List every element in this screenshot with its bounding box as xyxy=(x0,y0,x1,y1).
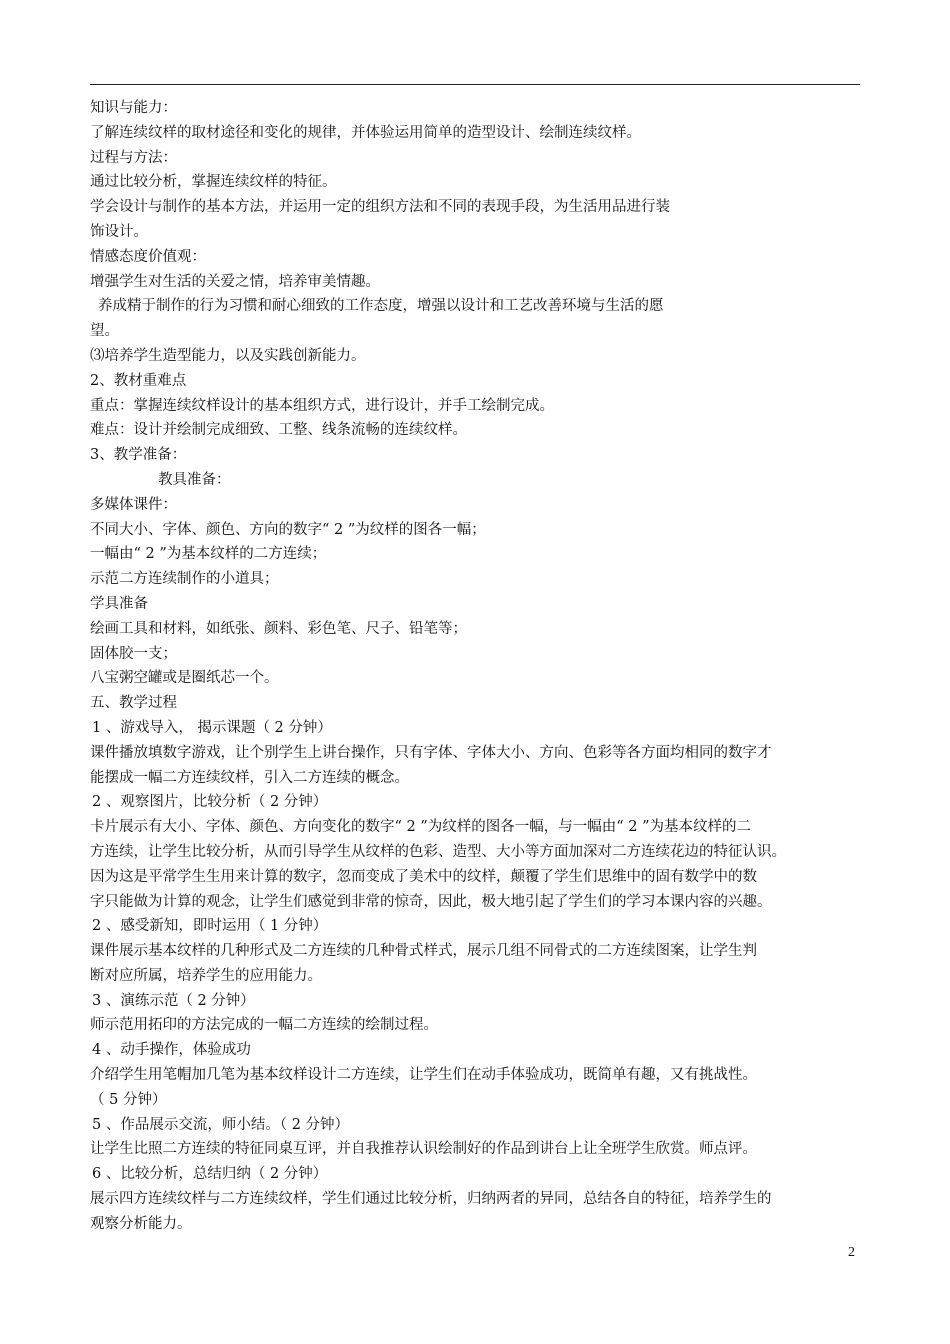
heading-knowledge: 知识与能力： xyxy=(90,100,177,116)
paragraph-line: 难点：设计并绘制完成细致、工整、线条流畅的连续纹样。 xyxy=(90,422,467,439)
paragraph-line: 师示范用拓印的方法完成的一幅二方连续的绘制过程。 xyxy=(90,1017,438,1034)
page-number: 2 xyxy=(848,1245,855,1260)
paragraph-line: 方连续，让学生比较分析，从而引导学生从纹样的色彩、造型、大小等方面加深对二方连续花边的特征认识。 xyxy=(90,843,786,860)
paragraph-line: 多媒体课件： xyxy=(90,496,177,513)
paragraph-line: ⑶培养学生造型能力，以及实践创新能力。 xyxy=(90,347,366,364)
paragraph-line: 固体胶一支； xyxy=(90,645,177,662)
paragraph-line: 让学生比照二方连续的特征同桌互评，并自我推荐认识绘制好的作品到讲台上让全班学生欣赏。师点评。 xyxy=(90,1141,757,1158)
paragraph-line: （ 5 分钟） xyxy=(90,1091,167,1108)
subheading-teaching-aids: 教具准备： xyxy=(158,471,231,488)
step-heading: 2 、感受新知，即时运用（ 1 分钟） xyxy=(92,918,328,935)
paragraph-line: 八宝粥空罐或是圈纸芯一个。 xyxy=(90,670,279,687)
paragraph-line: 因为这是平常学生生用来计算的数字，忽而变成了美术中的纹样，颠覆了学生们思维中的固有数学中的数 xyxy=(90,868,757,885)
heading-process: 过程与方法： xyxy=(90,149,177,166)
paragraph-line: 望。 xyxy=(90,323,119,340)
heading-preparation: 3、教学准备： xyxy=(90,447,187,464)
paragraph-line: 字只能做为计算的观念，让学生们感觉到非常的惊奇，因此，极大地引起了学生们的学习本课内容的兴趣。 xyxy=(90,893,772,910)
paragraph-line: 展示四方连续纹样与二方连续纹样，学生们通过比较分析，归纳两者的异同，总结各自的特征，培养学生的 xyxy=(90,1191,772,1208)
paragraph-line: 课件展示基本纹样的几种形式及二方连续的几种骨式样式，展示几组不同骨式的二方连续图案，让学生判 xyxy=(90,943,757,960)
header-rule xyxy=(90,84,860,85)
paragraph-line: 观察分析能力。 xyxy=(90,1215,192,1232)
step-heading: 6 、比较分析，总结归纳（ 2 分钟） xyxy=(92,1166,328,1183)
subheading-student-tools: 学具准备 xyxy=(90,595,148,612)
paragraph-line: 示范二方连续制作的小道具； xyxy=(90,571,279,588)
step-heading: 2 、观察图片，比较分析（ 2 分钟） xyxy=(92,794,328,811)
step-heading: 3 、演练示范（ 2 分钟） xyxy=(92,992,255,1009)
paragraph-line: 重点：掌握连续纹样设计的基本组织方式，进行设计，并手工绘制完成。 xyxy=(90,397,554,414)
paragraph-line: 课件播放填数字游戏，让个别学生上讲台操作，只有字体、字体大小、方向、色彩等各方面均相同的数字才 xyxy=(90,744,772,761)
paragraph-line: 学会设计与制作的基本方法，并运用一定的组织方法和不同的表现手段，为生活用品进行装 xyxy=(90,199,670,216)
paragraph-line: 增强学生对生活的关爱之情，培养审美情趣。 xyxy=(90,273,380,290)
document-body xyxy=(90,96,865,1237)
paragraph-line: 养成精于制作的行为习惯和耐心细致的工作态度，增强以设计和工艺改善环境与生活的愿 xyxy=(98,298,664,315)
heading-key-points: 2、教材重难点 xyxy=(90,372,187,389)
paragraph-line: 饰设计。 xyxy=(90,223,148,240)
step-heading: 5 、作品展示交流，师小结。（ 2 分钟） xyxy=(92,1116,350,1133)
paragraph-line: 介绍学生用笔帽加几笔为基本纹样设计二方连续，让学生们在动手体验成功，既简单有趣，又有挑战性。 xyxy=(90,1067,757,1084)
step-heading: 1 、游戏导入， 揭示课题（ 2 分钟） xyxy=(92,719,332,736)
paragraph-line: 卡片展示有大小、字体、颜色、方向变化的数字“ 2 ”为纹样的图各一幅，与一幅由“ 2 ”为基本纹样的二 xyxy=(90,819,752,836)
paragraph-line: 一幅由“ 2 ”为基本纹样的二方连续； xyxy=(90,546,327,563)
paragraph-line: 断对应所属，培养学生的应用能力。 xyxy=(90,967,322,984)
paragraph-line: 通过比较分析，掌握连续纹样的特征。 xyxy=(90,174,337,191)
heading-teaching-process: 五、教学过程 xyxy=(90,695,177,712)
step-heading: 4 、动手操作，体验成功 xyxy=(92,1042,251,1059)
paragraph-line: 不同大小、字体、颜色、方向的数字“ 2 ”为纹样的图各一幅； xyxy=(90,521,486,538)
heading-attitude: 情感态度价值观： xyxy=(90,248,206,265)
paragraph-line: 了解连续纹样的取材途径和变化的规律，并体验运用简单的造型设计、绘制连续纹样。 xyxy=(90,124,641,141)
paragraph-line: 能摆成一幅二方连续纹样，引入二方连续的概念。 xyxy=(90,769,409,786)
paragraph-line: 绘画工具和材料，如纸张、颜料、彩色笔、尺子、铅笔等； xyxy=(90,620,467,637)
